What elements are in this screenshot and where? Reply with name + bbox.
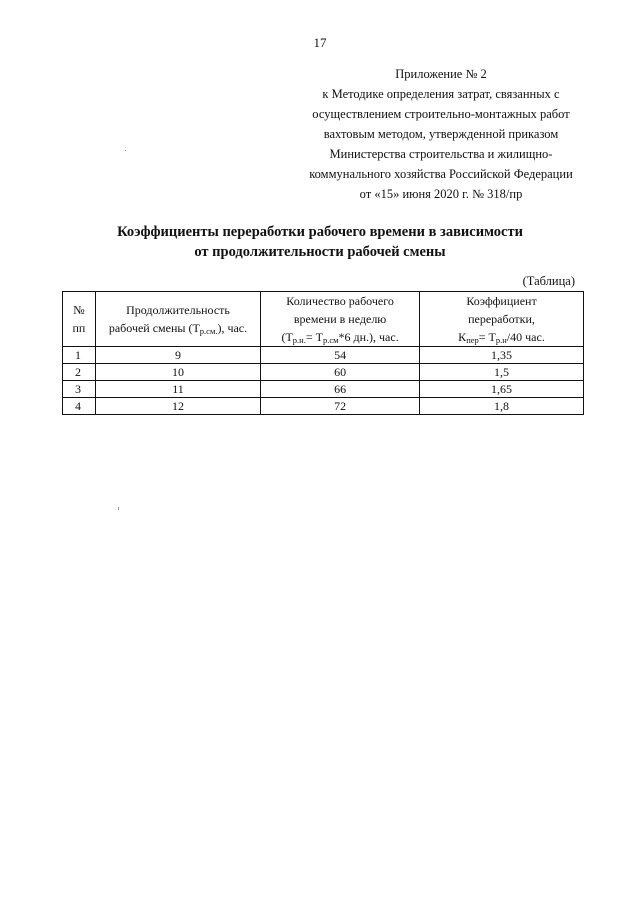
scan-speck	[125, 150, 126, 151]
header-shift-line2-prefix: рабочей смены (Т	[108, 321, 200, 335]
coefficient-cell: 1,35	[420, 347, 584, 364]
header-shift-duration	[95, 292, 260, 347]
header-week-line3-a: (Т	[281, 330, 293, 344]
header-coef-line3-b: = Т	[478, 330, 496, 344]
header-number-line2: пп	[72, 321, 86, 335]
header-week-line3-sub1: р.н.	[292, 335, 306, 345]
header-coef-line2: переработки,	[468, 312, 535, 326]
table-header-row	[63, 292, 584, 347]
weekly-time-cell: 54	[261, 347, 420, 364]
scan-speck	[118, 507, 119, 510]
header-weekly-time	[261, 292, 420, 347]
coefficient-table	[62, 291, 584, 415]
appendix-line: Министерства строительства и жилищно-	[329, 147, 553, 161]
row-number: 2	[63, 364, 96, 381]
shift-duration-cell: 12	[95, 398, 260, 415]
header-week-line3-sub2: р.см	[322, 335, 339, 345]
coefficient-cell: 1,5	[420, 364, 584, 381]
coefficient-cell: 1,8	[420, 398, 584, 415]
title-line-2: от продолжительности рабочей смены	[194, 244, 446, 260]
table-row	[63, 364, 584, 381]
shift-duration-cell: 10	[95, 364, 260, 381]
header-shift-line1: Продолжительность	[126, 303, 230, 317]
table-row	[63, 381, 584, 398]
header-number	[63, 292, 96, 347]
shift-duration-cell: 11	[95, 381, 260, 398]
title-line-1: Коэффициенты переработки рабочего времени в зависимости	[117, 224, 523, 240]
appendix-line: коммунального хозяйства Российской Федерации	[309, 167, 573, 181]
header-week-line3-c: *6 дн.), час.	[338, 330, 399, 344]
header-coef-line3-a: К	[458, 330, 467, 344]
row-number: 4	[63, 398, 96, 415]
header-coef-line3-c: /40 час.	[506, 330, 545, 344]
appendix-line: осуществлением строительно-монтажных работ	[312, 107, 570, 121]
header-shift-line2-suffix: ), час.	[217, 321, 248, 335]
header-coef-line3-sub1: пер	[466, 335, 479, 345]
appendix-line: Приложение № 2	[395, 67, 487, 81]
header-coef-line3-sub2: р.н	[495, 335, 507, 345]
document-title	[60, 222, 580, 262]
table-caption: (Таблица)	[522, 274, 575, 288]
page-number: 17	[313, 35, 327, 50]
weekly-time-cell: 72	[261, 398, 420, 415]
header-week-line3-b: = Т	[305, 330, 323, 344]
header-coefficient	[420, 292, 584, 347]
header-week-line1: Количество рабочего	[286, 294, 394, 308]
table-row	[63, 347, 584, 364]
appendix-block	[296, 64, 586, 204]
table-row	[63, 398, 584, 415]
header-number-line1: №	[73, 303, 85, 317]
header-shift-line2-sub: р.см.	[199, 326, 218, 336]
weekly-time-cell: 66	[261, 381, 420, 398]
weekly-time-cell: 60	[261, 364, 420, 381]
shift-duration-cell: 9	[95, 347, 260, 364]
row-number: 3	[63, 381, 96, 398]
appendix-line: вахтовым методом, утвержденной приказом	[323, 127, 559, 141]
header-week-line2: времени в неделю	[293, 312, 387, 326]
coefficient-cell: 1,65	[420, 381, 584, 398]
appendix-line: от «15» июня 2020 г. № 318/пр	[359, 187, 523, 201]
row-number: 1	[63, 347, 96, 364]
header-coef-line1: Коэффициент	[466, 294, 537, 308]
appendix-line: к Методике определения затрат, связанных с	[322, 87, 560, 101]
